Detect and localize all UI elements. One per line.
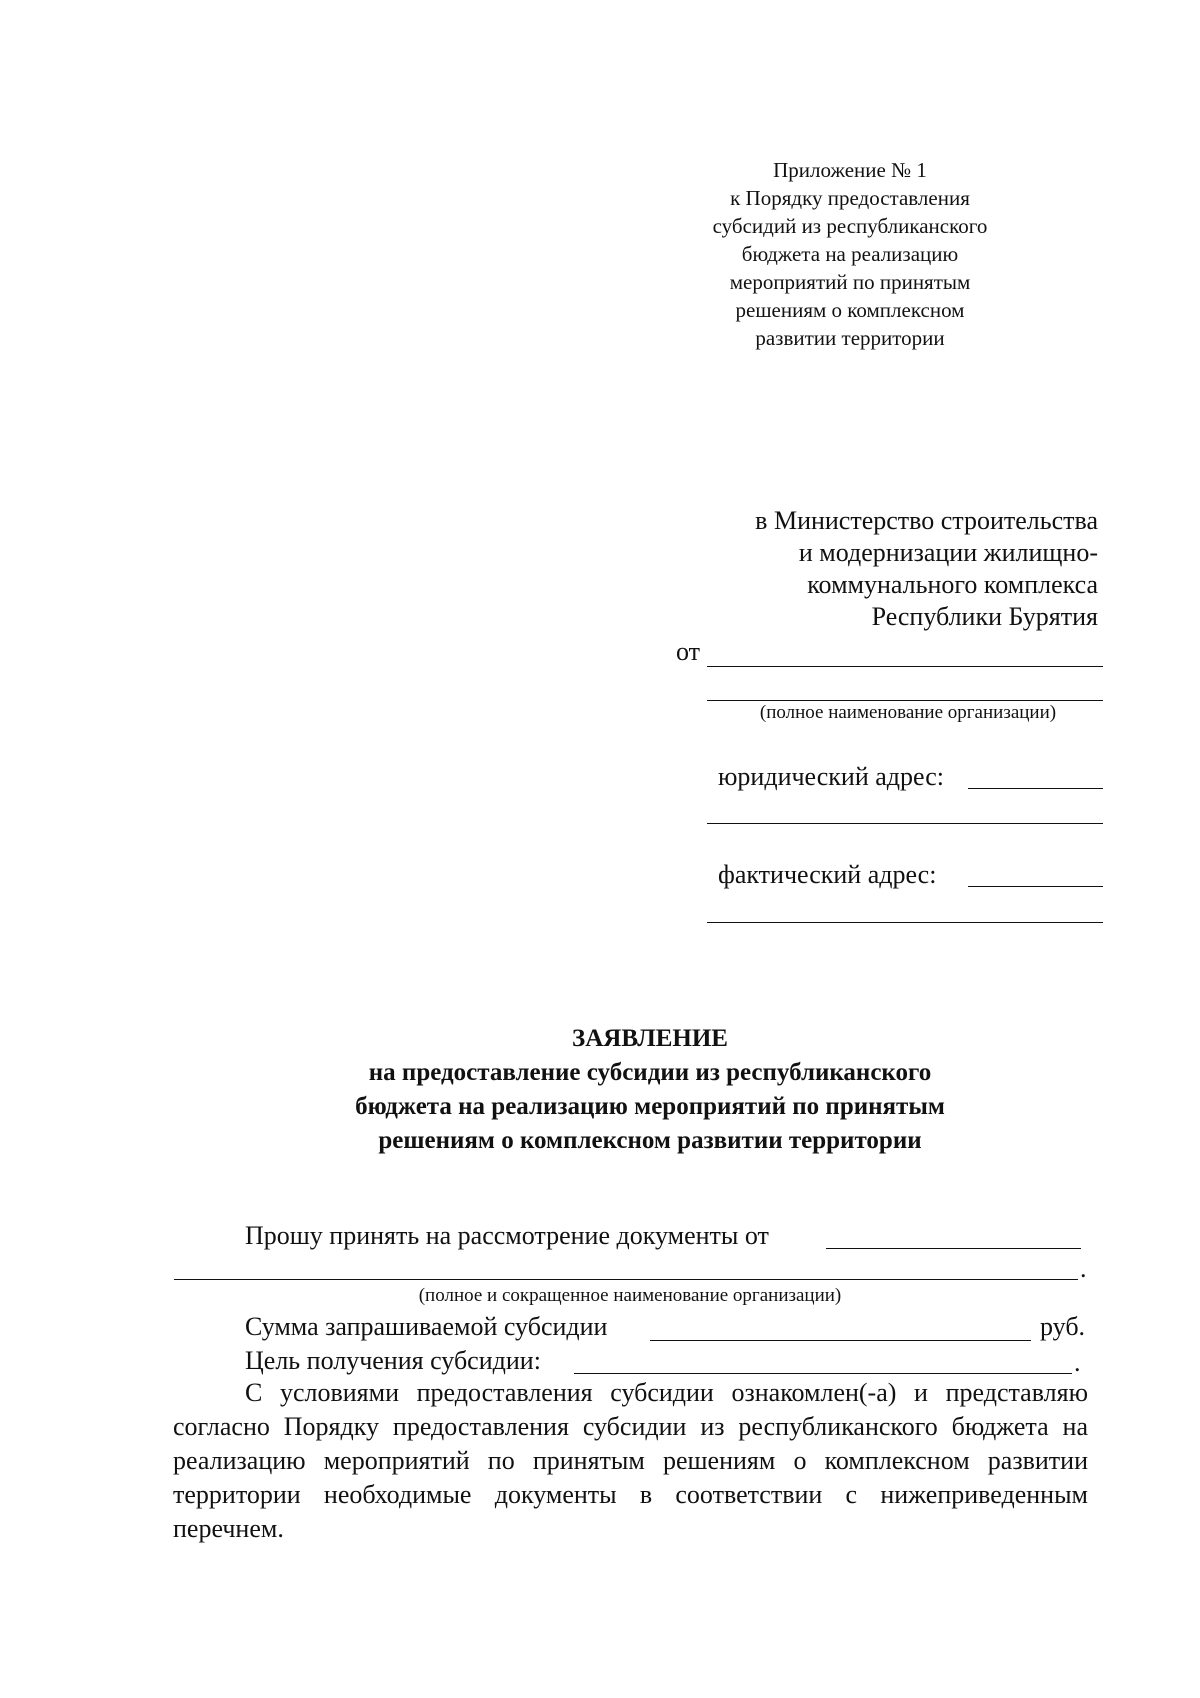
appendix-line: развитии территории <box>755 326 945 350</box>
title-heading: ЗАЯВЛЕНИЕ <box>572 1025 728 1052</box>
request-text: Прошу принять на рассмотрение документы от <box>245 1221 769 1250</box>
appendix-line: Приложение № 1 <box>773 158 927 182</box>
appendix-block <box>700 156 1000 352</box>
goal-end-dot: . <box>1074 1348 1081 1377</box>
organization-name-field[interactable] <box>707 666 1103 667</box>
appendix-line: к Порядку предоставления <box>730 186 970 210</box>
title-line: на предоставление субсидии из республиканского <box>368 1059 932 1086</box>
addressee-block <box>600 505 1098 633</box>
subsidy-goal-label: Цель получения субсидии: <box>245 1346 541 1375</box>
document-title <box>150 1022 1150 1158</box>
addressee-line: коммунального комплекса <box>807 570 1098 599</box>
applicant-name-field-line-2[interactable] <box>174 1279 1078 1280</box>
organization-name-caption: (полное наименование организации) <box>759 702 1057 723</box>
subsidy-sum-label: Сумма запрашиваемой субсидии <box>245 1312 608 1341</box>
line-end-dot: . <box>1080 1254 1087 1283</box>
subsidy-sum-field[interactable] <box>650 1340 1031 1341</box>
legal-address-label: юридический адрес: <box>718 762 944 791</box>
addressee-line: Республики Бурятия <box>871 602 1098 631</box>
actual-address-field-line-2[interactable] <box>707 922 1103 923</box>
title-line: бюджета на реализацию мероприятий по принятым <box>355 1093 945 1120</box>
currency-unit: руб. <box>1040 1312 1086 1341</box>
conditions-paragraph-text: С условиями предоставления субсидии ознакомлен(-а) и представляю согласно Порядку предоставления субсидии из республиканского бюджета на реализацию мероприятий по принятым решениям о комплексном развитии территории необходимые документы в соответствии с нижеприведенным перечнем. <box>173 1378 1088 1543</box>
conditions-paragraph <box>173 1376 1088 1546</box>
addressee-line: и модернизации жилищно- <box>798 538 1098 567</box>
applicant-name-field[interactable] <box>826 1248 1081 1249</box>
appendix-line: решениям о комплексном <box>735 298 965 322</box>
subsidy-goal-field[interactable] <box>574 1373 1072 1374</box>
from-label: от <box>676 637 701 666</box>
appendix-line: субсидий из республиканского <box>712 214 988 238</box>
applicant-name-caption: (полное и сокращенное наименование организации) <box>418 1285 842 1306</box>
appendix-line: бюджета на реализацию <box>741 242 959 266</box>
legal-address-field-line-2[interactable] <box>707 823 1103 824</box>
appendix-line: мероприятий по принятым <box>729 270 971 294</box>
title-line: решениям о комплексном развитии территории <box>378 1127 922 1154</box>
addressee-line: в Министерство строительства <box>755 506 1098 535</box>
legal-address-field[interactable] <box>968 788 1103 789</box>
actual-address-label: фактический адрес: <box>718 860 937 889</box>
actual-address-field[interactable] <box>968 886 1103 887</box>
